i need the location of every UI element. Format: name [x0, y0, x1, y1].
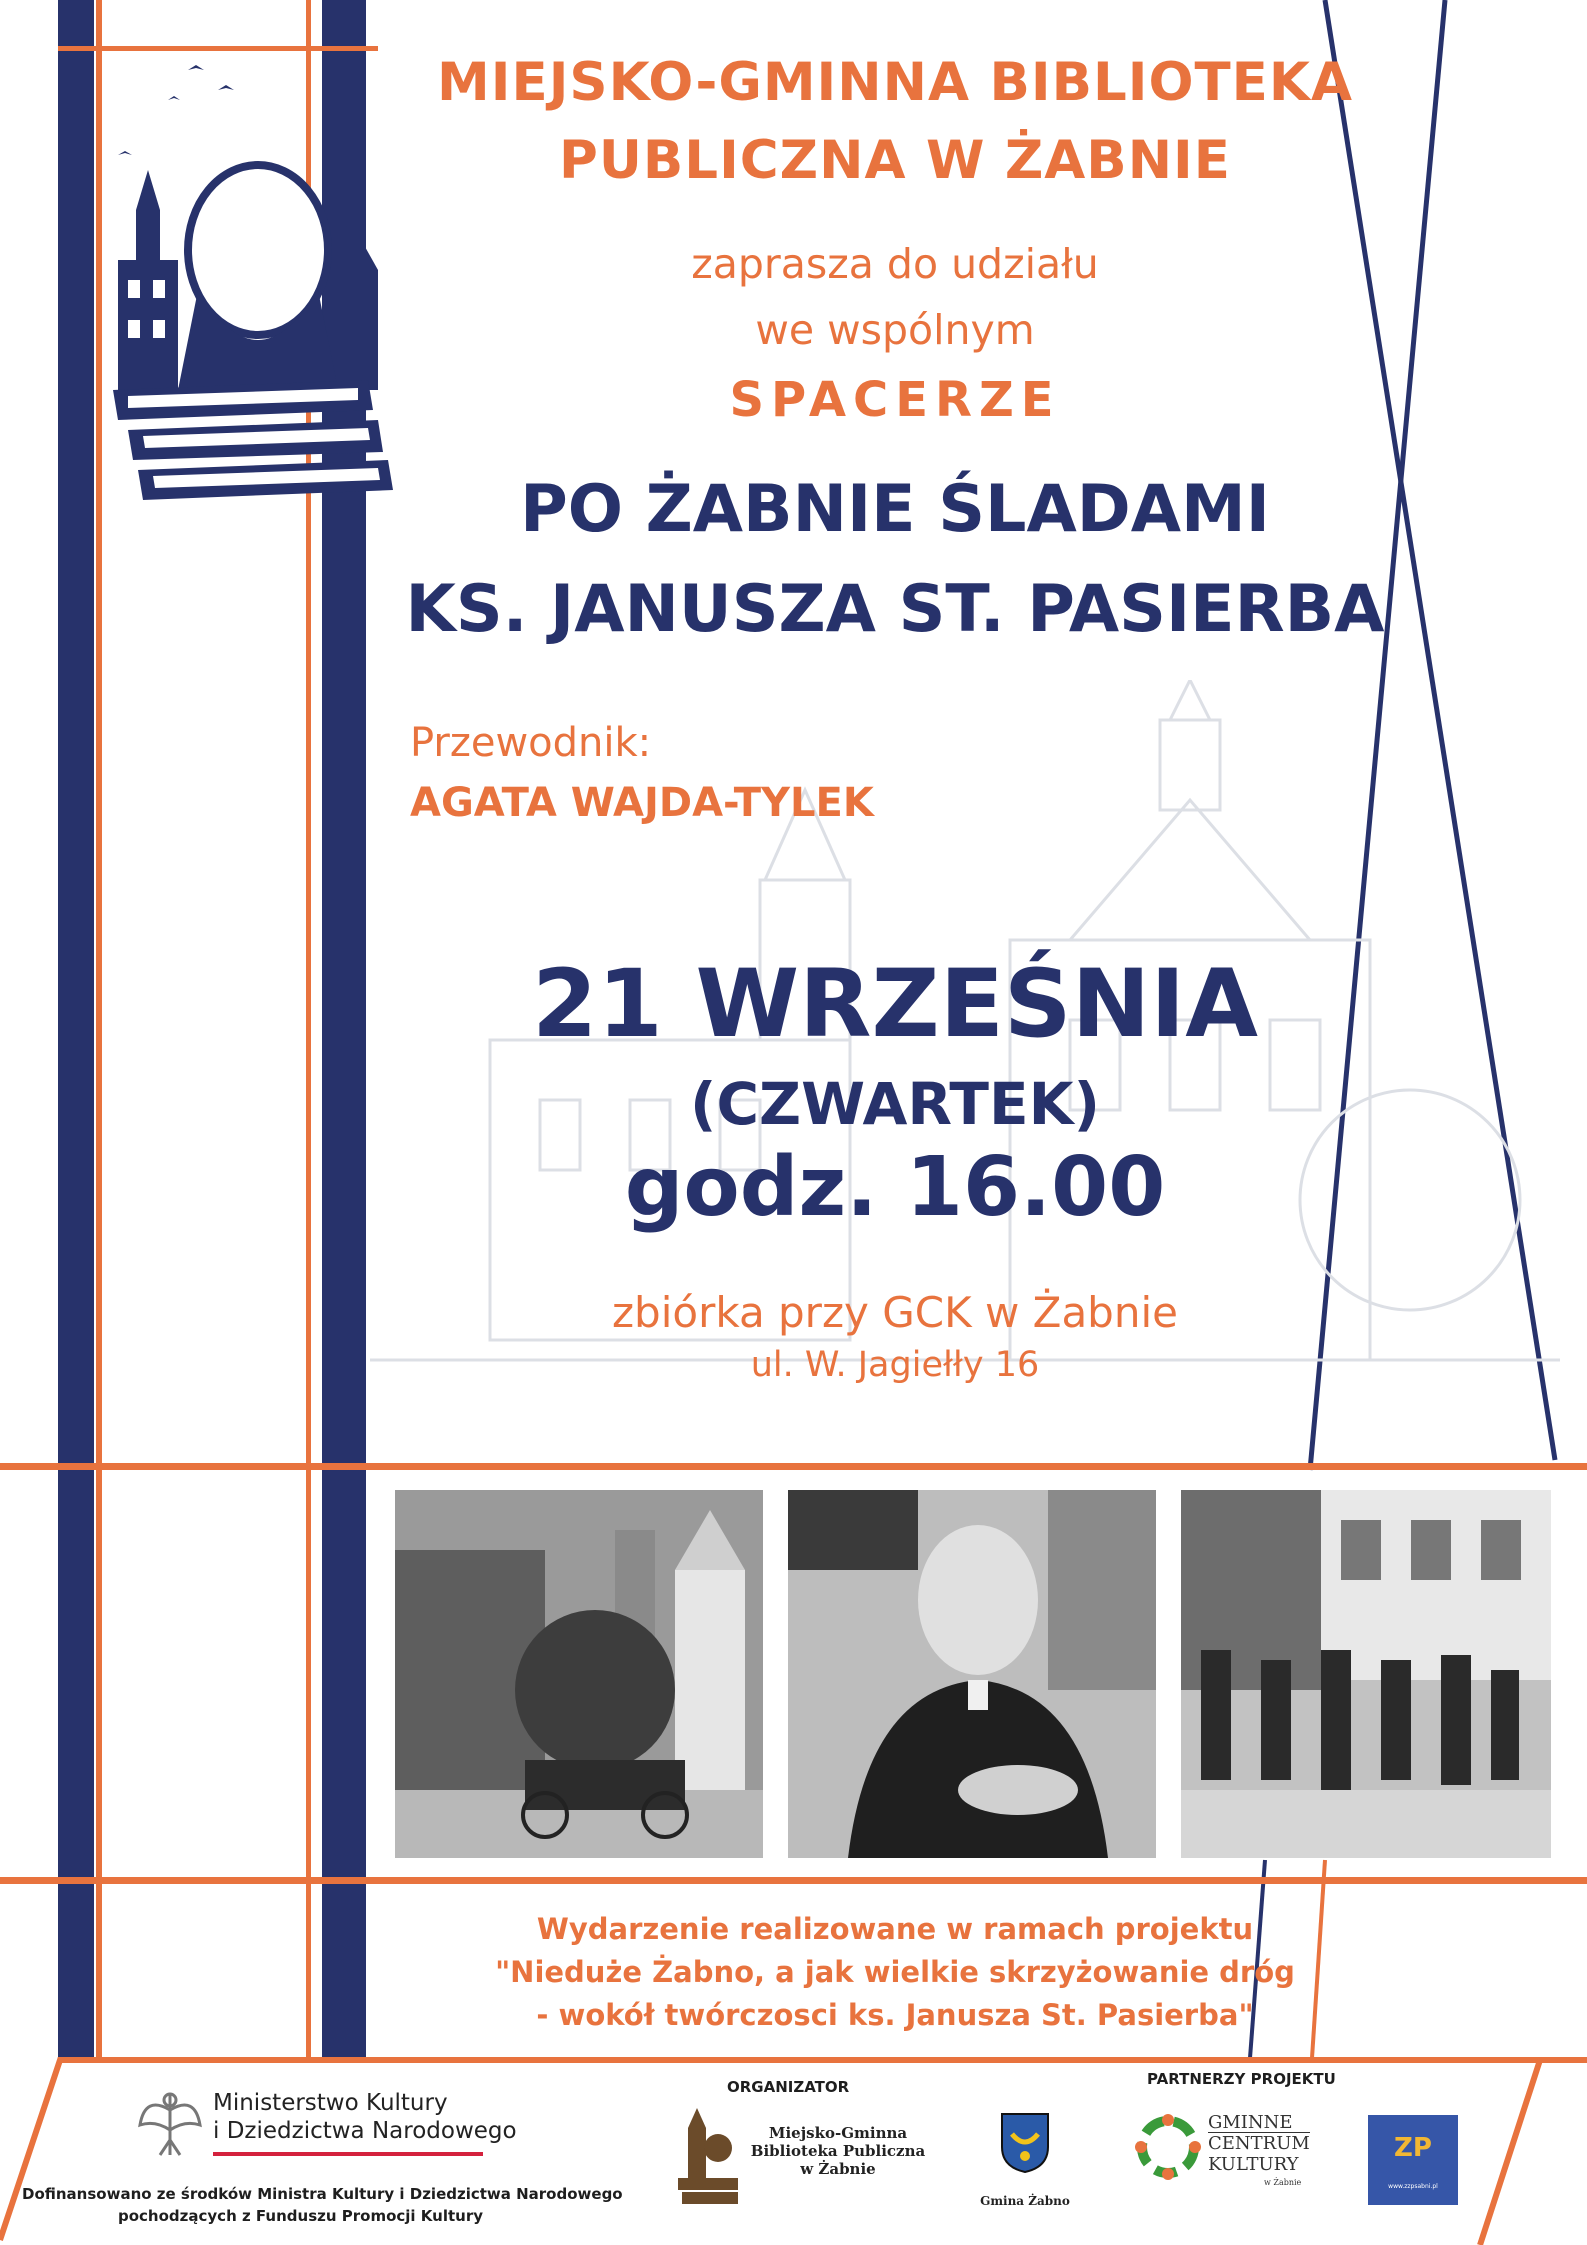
project-note-line2: "Nieduże Żabno, a jak wielkie skrzyżowanie dróg	[495, 1955, 1295, 1989]
guide-label: Przewodnik:	[410, 720, 652, 766]
organizer-name-line2: PUBLICZNA W ŻABNIE	[559, 130, 1231, 191]
ministry-name-line2: i Dziedzictwa Narodowego	[213, 2118, 517, 2144]
gmina-crest-icon	[1000, 2112, 1050, 2174]
organizer-name-line3: w Żabnie	[800, 2160, 876, 2178]
gmina-label: Gmina Żabno	[980, 2194, 1070, 2208]
meeting-point: zbiórka przy GCK w Żabnie	[612, 1288, 1178, 1337]
photo-strip-bottom-rule	[0, 1877, 1587, 1884]
gck-name-line4: w Żabnie	[1264, 2178, 1302, 2187]
zp-logo-url: www.zzpsabni.pl	[1388, 2183, 1438, 2190]
eagle-emblem-icon	[135, 2085, 205, 2165]
gck-logo-icon	[1133, 2112, 1203, 2182]
organizer-heading: ORGANIZATOR	[727, 2078, 850, 2096]
project-note-line3: - wokół twórczosci ks. Janusza St. Pasierba"	[536, 1998, 1254, 2032]
event-word: SPACERZE	[729, 372, 1061, 428]
gck-name-line3: KULTURY	[1208, 2154, 1299, 2175]
zp-logo-mark: ZP	[1394, 2133, 1432, 2163]
project-note-line1: Wydarzenie realizowane w ramach projektu	[536, 1912, 1254, 1946]
ministry-flag-line	[213, 2152, 483, 2156]
guide-name: AGATA WAJDA-TYLEK	[410, 780, 874, 826]
funding-note-line1: Dofinansowano ze środków Ministra Kultury i Dziedzictwa Narodowego	[22, 2185, 623, 2203]
funding-note-line2: pochodzących z Funduszu Promocji Kultury	[118, 2207, 483, 2225]
event-date: 21 WRZEŚNIA	[531, 950, 1259, 1059]
title-line1: PO ŻABNIE ŚLADAMI	[520, 472, 1270, 547]
organizer-logo-icon	[678, 2108, 738, 2208]
title-line2: KS. JANUSZA ST. PASIERBA	[405, 572, 1385, 647]
library-logo-illustration	[108, 60, 398, 510]
gck-name-line2: CENTRUM	[1208, 2133, 1310, 2154]
invite-line2: we wspólnym	[755, 306, 1035, 354]
ministry-name-line1: Ministerstwo Kultury	[213, 2090, 448, 2116]
meeting-address: ul. W. Jagiełły 16	[750, 1345, 1040, 1385]
event-time: godz. 16.00	[624, 1140, 1166, 1235]
photo-strip-top-rule	[0, 1463, 1587, 1470]
photo-priest-portrait	[788, 1490, 1156, 1858]
partners-heading: PARTNERZY PROJEKTU	[1147, 2070, 1336, 2088]
gck-name-line1: GMINNE	[1208, 2112, 1293, 2133]
photo-historic-street	[395, 1490, 763, 1858]
organizer-name-line1: MIEJSKO-GMINNA BIBLIOTEKA	[437, 52, 1353, 113]
invite-line1: zaprasza do udziału	[691, 240, 1099, 288]
organizer-name-line2: Biblioteka Publiczna	[750, 2142, 926, 2160]
zp-logo	[1368, 2115, 1458, 2205]
event-weekday: (CZWARTEK)	[689, 1070, 1101, 1138]
organizer-name-line1: Miejsko-Gminna	[768, 2124, 908, 2142]
photo-street-group	[1181, 1490, 1551, 1858]
